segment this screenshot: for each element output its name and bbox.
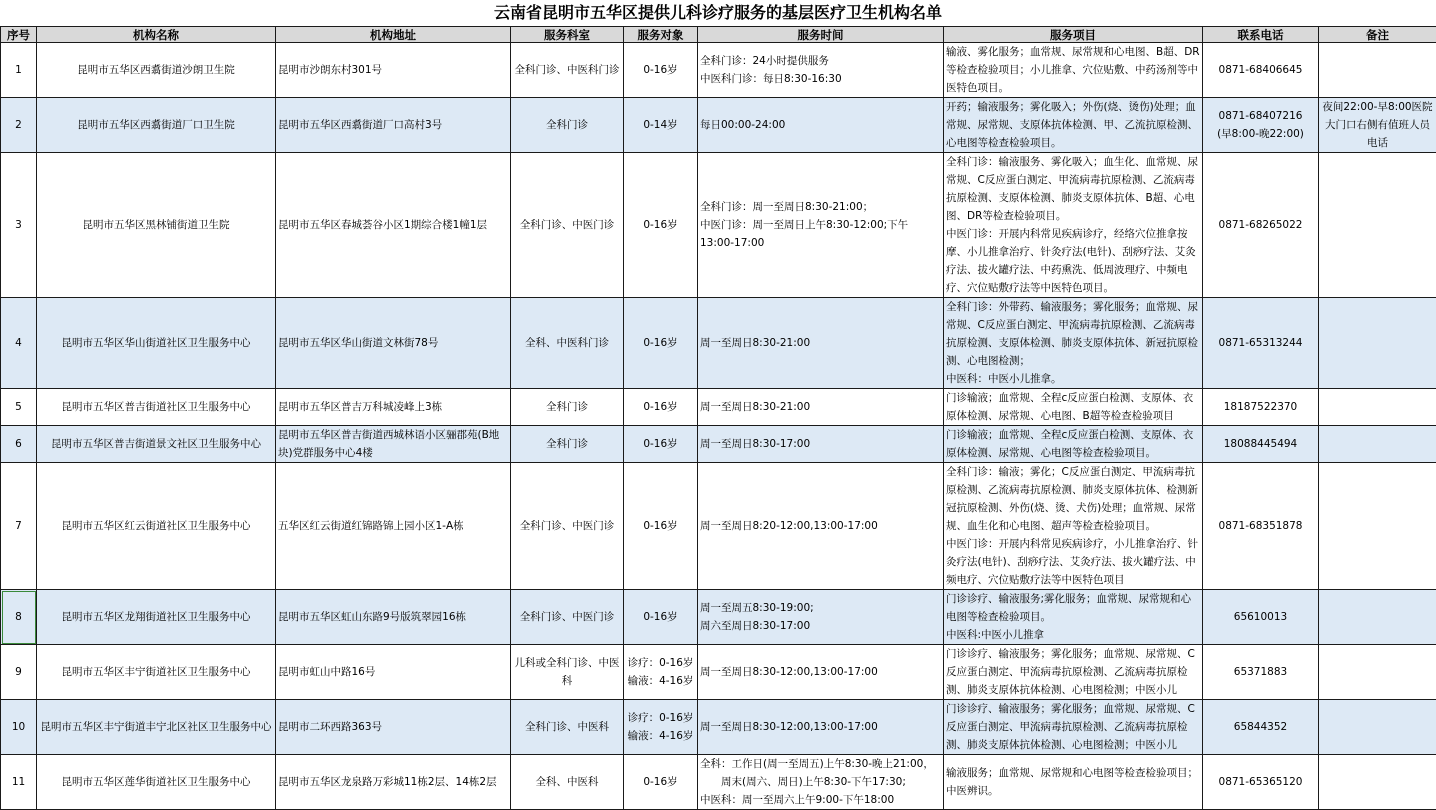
cell-target[interactable]: 0-16岁	[624, 43, 698, 98]
cell-name[interactable]: 昆明市五华区红云街道社区卫生服务中心	[37, 463, 276, 590]
cell-items[interactable]: 门诊输液；血常规、全程c反应蛋白检测、支原体、衣原体检测、尿常规、心电图等检查检验项目。	[944, 426, 1203, 463]
cell-name[interactable]: 昆明市五华区黑林铺街道卫生院	[37, 153, 276, 298]
cell-no[interactable]: 11	[1, 755, 37, 810]
cell-no[interactable]: 10	[1, 700, 37, 755]
cell-note[interactable]	[1319, 298, 1436, 389]
cell-target[interactable]: 0-16岁	[624, 298, 698, 389]
table-row	[1, 389, 1436, 426]
cell-name[interactable]: 昆明市五华区西翥街道沙朗卫生院	[37, 43, 276, 98]
table-row	[1, 590, 1436, 645]
cell-phone[interactable]: 18088445494	[1203, 426, 1319, 463]
header-phone[interactable]: 联系电话	[1203, 27, 1319, 43]
cell-target[interactable]: 0-16岁	[624, 463, 698, 590]
table-row	[1, 43, 1436, 98]
cell-target[interactable]: 0-16岁	[624, 426, 698, 463]
cell-address[interactable]: 昆明市虹山中路16号	[276, 645, 511, 700]
cell-time[interactable]: 周一至周日8:30-12:00,13:00-17:00	[698, 645, 944, 700]
cell-dept[interactable]: 全科门诊	[511, 98, 624, 153]
cell-dept[interactable]: 全科门诊	[511, 426, 624, 463]
cell-dept[interactable]: 全科、中医科	[511, 755, 624, 810]
cell-dept[interactable]: 全科、中医科门诊	[511, 298, 624, 389]
table-row	[1, 98, 1436, 153]
cell-note[interactable]	[1319, 153, 1436, 298]
cell-time[interactable]: 周一至周五8:30-19:00; 周六至周日8:30-17:00	[698, 590, 944, 645]
cell-name[interactable]: 昆明市五华区普吉街道景文社区卫生服务中心	[37, 426, 276, 463]
cell-address[interactable]: 五华区红云街道红锦路锦上园小区1-A栋	[276, 463, 511, 590]
cell-dept[interactable]: 儿科或全科门诊、中医科	[511, 645, 624, 700]
cell-no[interactable]: 8	[1, 590, 37, 645]
header-no[interactable]: 序号	[1, 27, 37, 43]
table-row	[1, 755, 1436, 810]
cell-dept[interactable]: 全科门诊、中医门诊	[511, 153, 624, 298]
header-time[interactable]: 服务时间	[698, 27, 944, 43]
cell-address[interactable]: 昆明市五华区龙泉路万彩城11栋2层、14栋2层	[276, 755, 511, 810]
cell-address[interactable]: 昆明市五华区西翥街道厂口高村3号	[276, 98, 511, 153]
table-row	[1, 463, 1436, 590]
cell-dept[interactable]: 全科门诊、中医科门诊	[511, 43, 624, 98]
sheet-title: 云南省昆明市五华区提供儿科诊疗服务的基层医疗卫生机构名单	[0, 0, 1436, 26]
cell-note[interactable]	[1319, 426, 1436, 463]
cell-target[interactable]: 0-14岁	[624, 98, 698, 153]
cell-dept[interactable]: 全科门诊、中医科	[511, 700, 624, 755]
cell-name[interactable]: 昆明市五华区丰宁街道丰宁北区社区卫生服务中心	[37, 700, 276, 755]
cell-address[interactable]: 昆明市五华区华山街道文林街78号	[276, 298, 511, 389]
table-row	[1, 700, 1436, 755]
header-row	[1, 27, 1436, 43]
cell-time[interactable]: 全科门诊：24小时提供服务 中医科门诊：每日8:30-16:30	[698, 43, 944, 98]
cell-time[interactable]: 周一至周日8:30-17:00	[698, 426, 944, 463]
cell-items[interactable]: 门诊诊疗、输液服务；雾化服务；血常规、尿常规、C反应蛋白测定、甲流病毒抗原检测、乙流病毒抗原检测、肺炎支原体抗体检测、心电图检测；中医小儿	[944, 645, 1203, 700]
cell-name[interactable]: 昆明市五华区华山街道社区卫生服务中心	[37, 298, 276, 389]
cell-target[interactable]: 0-16岁	[624, 590, 698, 645]
cell-target[interactable]: 诊疗：0-16岁 输液：4-16岁	[624, 700, 698, 755]
cell-address[interactable]: 昆明市五华区普吉街道西城林语小区骊郡苑(B地块)党群服务中心4楼	[276, 426, 511, 463]
cell-no[interactable]: 4	[1, 298, 37, 389]
cell-note[interactable]: 夜间22:00-早8:00医院大门口右侧有值班人员电话	[1319, 98, 1436, 153]
cell-items[interactable]: 全科门诊：外带药、输液服务；雾化服务；血常规、尿常规、C反应蛋白测定、甲流病毒抗原检测、乙流病毒抗原检测、支原体检测、肺炎支原体抗体、新冠抗原检测、心电图检测； 中医科：中医小儿推拿。	[944, 298, 1203, 389]
cell-no[interactable]: 9	[1, 645, 37, 700]
cell-phone[interactable]: 0871-65365120	[1203, 755, 1319, 810]
header-address[interactable]: 机构地址	[276, 27, 511, 43]
cell-phone[interactable]: 0871-68265022	[1203, 153, 1319, 298]
cell-dept[interactable]: 全科门诊	[511, 389, 624, 426]
cell-time[interactable]: 周一至周日8:20-12:00,13:00-17:00	[698, 463, 944, 590]
header-dept[interactable]: 服务科室	[511, 27, 624, 43]
institution-table	[0, 26, 1436, 810]
cell-phone[interactable]: 65371883	[1203, 645, 1319, 700]
cell-note[interactable]	[1319, 463, 1436, 590]
cell-address[interactable]: 昆明市二环西路363号	[276, 700, 511, 755]
cell-name[interactable]: 昆明市五华区普吉街道社区卫生服务中心	[37, 389, 276, 426]
cell-phone[interactable]: 0871-68406645	[1203, 43, 1319, 98]
table-row	[1, 298, 1436, 389]
cell-items[interactable]: 门诊诊疗、输液服务；雾化服务；血常规、尿常规、C反应蛋白测定、甲流病毒抗原检测、乙流病毒抗原检测、肺炎支原体抗体检测、心电图检测；中医小儿	[944, 700, 1203, 755]
cell-items[interactable]: 输液服务；血常规、尿常规和心电图等检查检验项目；中医辨识。	[944, 755, 1203, 810]
cell-name[interactable]: 昆明市五华区丰宁街道社区卫生服务中心	[37, 645, 276, 700]
cell-time[interactable]: 周一至周日8:30-21:00	[698, 298, 944, 389]
cell-no[interactable]: 2	[1, 98, 37, 153]
cell-target[interactable]: 0-16岁	[624, 153, 698, 298]
cell-phone[interactable]: 0871-65313244	[1203, 298, 1319, 389]
cell-items[interactable]: 全科门诊：输液服务、雾化吸入；血生化、血常规、尿常规、C反应蛋白测定、甲流病毒抗原检测、乙流病毒抗原检测、支原体检测、肺炎支原体抗体、B超、心电图、DR等检查检验项目。 中医门诊：开展内科常见疾病诊疗，经络穴位推拿按摩、小儿推拿治疗、针灸疗法(电针)、刮痧疗法、艾灸疗法、拔火罐疗法、中药熏洗、低周波理疗、中频电疗、穴位贴敷疗法等中医特色项目。	[944, 153, 1203, 298]
header-note[interactable]: 备注	[1319, 27, 1436, 43]
cell-address[interactable]: 昆明市沙朗东村301号	[276, 43, 511, 98]
cell-address[interactable]: 昆明市五华区虹山东路9号版筑翠园16栋	[276, 590, 511, 645]
table-row	[1, 426, 1436, 463]
table-row	[1, 645, 1436, 700]
cell-phone[interactable]: 65610013	[1203, 590, 1319, 645]
cell-note[interactable]	[1319, 755, 1436, 810]
cell-phone[interactable]: 65844352	[1203, 700, 1319, 755]
cell-items[interactable]: 输液、雾化服务；血常规、尿常规和心电图、B超、DR等检查检验项目；小儿推拿、穴位贴敷、中药汤剂等中医特色项目。	[944, 43, 1203, 98]
cell-time[interactable]: 周一至周日8:30-21:00	[698, 389, 944, 426]
cell-note[interactable]	[1319, 43, 1436, 98]
cell-target[interactable]: 诊疗：0-16岁 输液：4-16岁	[624, 645, 698, 700]
cell-address[interactable]: 昆明市五华区春城荟谷小区1期综合楼1幢1层	[276, 153, 511, 298]
cell-items[interactable]: 开药；输液服务；雾化吸入；外伤(烧、烫伤)处理；血常规、尿常规、支原体抗体检测、甲、乙流抗原检测、心电图等检查检验项目。	[944, 98, 1203, 153]
header-target[interactable]: 服务对象	[624, 27, 698, 43]
cell-name[interactable]: 昆明市五华区龙翔街道社区卫生服务中心	[37, 590, 276, 645]
cell-time[interactable]: 每日00:00-24:00	[698, 98, 944, 153]
cell-dept[interactable]: 全科门诊、中医门诊	[511, 590, 624, 645]
cell-items[interactable]: 门诊输液；血常规、全程c反应蛋白检测、支原体、衣原体检测、尿常规、心电图、B超等检查检验项目	[944, 389, 1203, 426]
cell-no[interactable]: 7	[1, 463, 37, 590]
cell-items[interactable]: 全科门诊：输液；雾化；C反应蛋白测定、甲流病毒抗原检测、乙流病毒抗原检测、肺炎支原体抗体、检测新冠抗原检测、外伤(烧、烫、犬伤)处理；血常规、尿常规、血生化和心电图、超声等检查检验项目。 中医门诊：开展内科常见疾病诊疗，小儿推拿治疗、针灸疗法(电针)、刮痧疗法、艾灸疗法、拔火罐疗法、中频电疗、穴位贴敷疗法等中医特色项目	[944, 463, 1203, 590]
cell-no[interactable]: 3	[1, 153, 37, 298]
cell-note[interactable]	[1319, 590, 1436, 645]
cell-time[interactable]: 周一至周日8:30-12:00,13:00-17:00	[698, 700, 944, 755]
cell-phone[interactable]: 0871-68407216 (早8:00-晚22:00)	[1203, 98, 1319, 153]
header-items[interactable]: 服务项目	[944, 27, 1203, 43]
cell-time[interactable]: 全科门诊：周一至周日8:30-21:00； 中医门诊：周一至周日上午8:30-12:00;下午13:00-17:00	[698, 153, 944, 298]
cell-name[interactable]: 昆明市五华区西翥街道厂口卫生院	[37, 98, 276, 153]
cell-no[interactable]: 1	[1, 43, 37, 98]
cell-phone[interactable]: 18187522370	[1203, 389, 1319, 426]
cell-address[interactable]: 昆明市五华区普吉万科城凌峰上3栋	[276, 389, 511, 426]
cell-target[interactable]: 0-16岁	[624, 755, 698, 810]
cell-target[interactable]: 0-16岁	[624, 389, 698, 426]
cell-note[interactable]	[1319, 645, 1436, 700]
cell-note[interactable]	[1319, 389, 1436, 426]
header-name[interactable]: 机构名称	[37, 27, 276, 43]
cell-items[interactable]: 门诊诊疗、输液服务;雾化服务；血常规、尿常规和心电图等检查检验项目。 中医科:中医小儿推拿	[944, 590, 1203, 645]
cell-no[interactable]: 6	[1, 426, 37, 463]
cell-no[interactable]: 5	[1, 389, 37, 426]
cell-note[interactable]	[1319, 700, 1436, 755]
cell-name[interactable]: 昆明市五华区莲华街道社区卫生服务中心	[37, 755, 276, 810]
cell-dept[interactable]: 全科门诊、中医门诊	[511, 463, 624, 590]
cell-time[interactable]: 全科：工作日(周一至周五)上午8:30-晚上21:00， 周末(周六、周日)上午8:30-下午17:30; 中医科：周一至周六上午9:00-下午18:00	[698, 755, 944, 810]
cell-phone[interactable]: 0871-68351878	[1203, 463, 1319, 590]
table-row	[1, 153, 1436, 298]
